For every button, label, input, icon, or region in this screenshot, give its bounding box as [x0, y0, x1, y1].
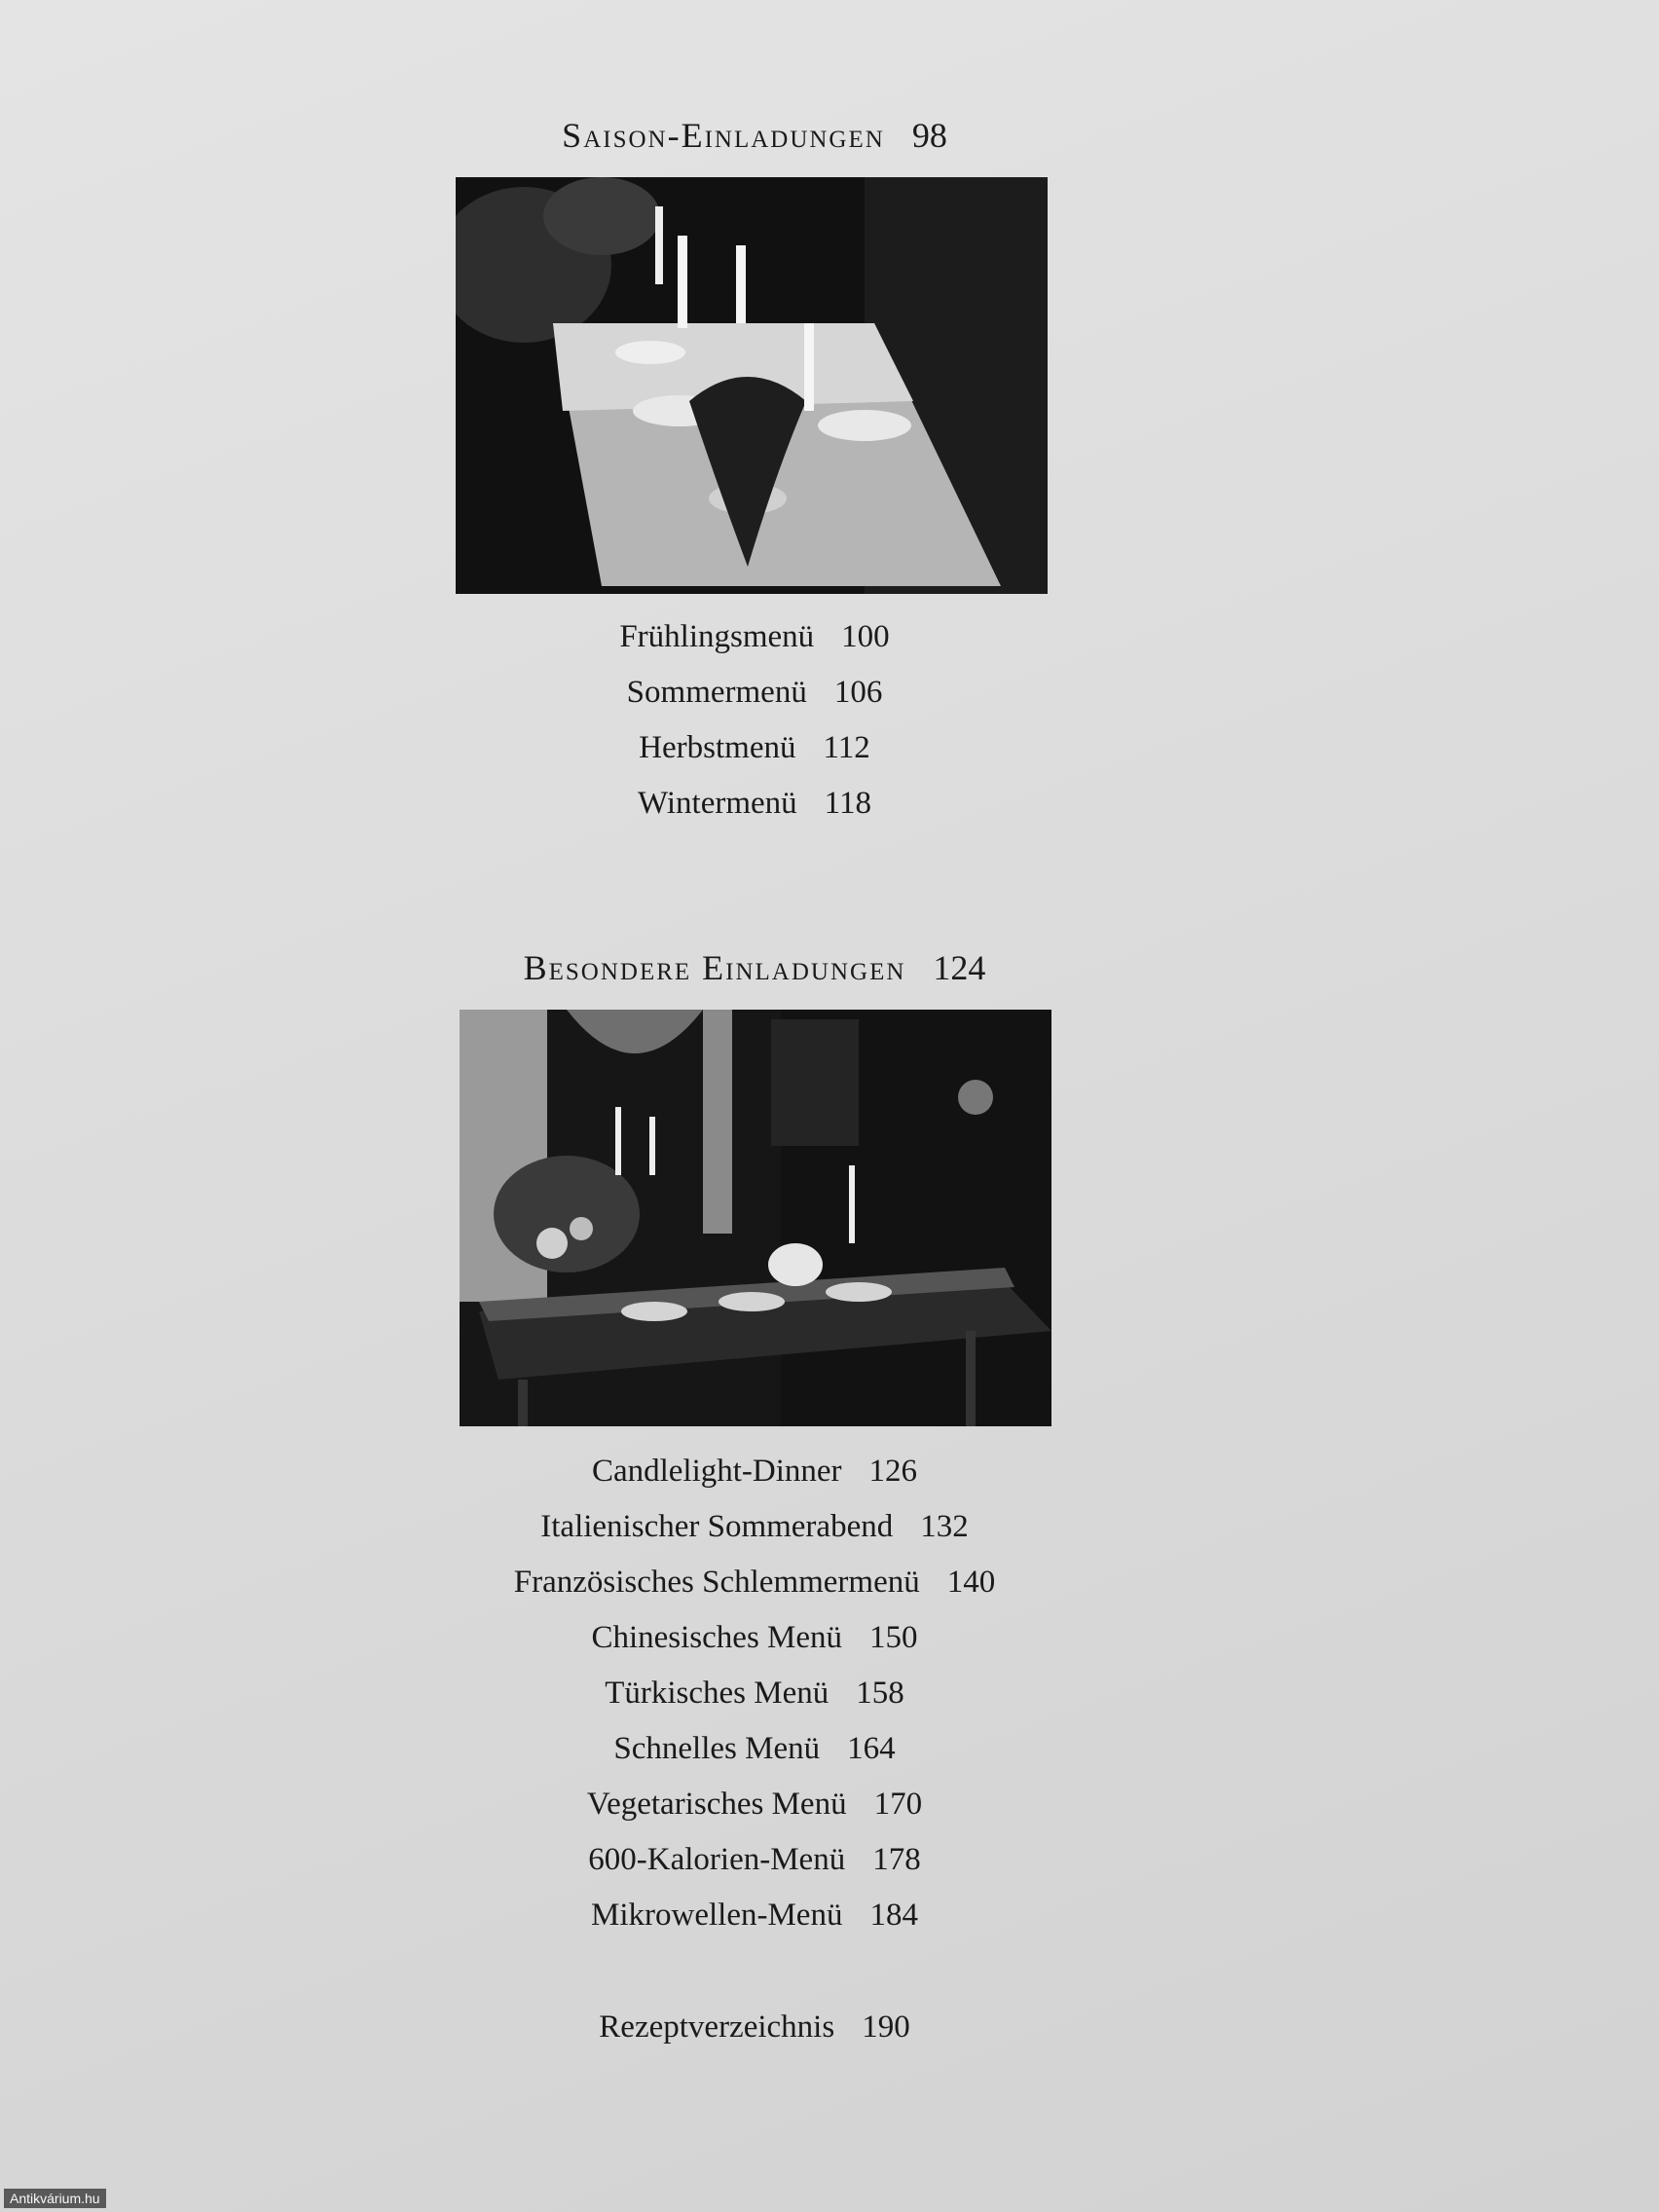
watermark: Antikvárium.hu — [4, 2189, 106, 2208]
section-page-number: 124 — [933, 948, 986, 987]
entry-label: Sommermenü — [626, 675, 807, 710]
entry-label: Herbstmenü — [639, 730, 796, 765]
entry-page-number: 178 — [872, 1842, 921, 1877]
entry-page-number: 164 — [847, 1731, 896, 1766]
section-page-number: 98 — [911, 116, 947, 155]
entry-page-number: 118 — [824, 786, 871, 821]
entry-label: Vegetarisches Menü — [586, 1787, 847, 1822]
toc-entry — [0, 1555, 1509, 1610]
entry-label: 600-Kalorien-Menü — [588, 1842, 846, 1877]
recipe-index-entry — [0, 2000, 1509, 2055]
entry-page-number: 126 — [868, 1454, 918, 1489]
entry-label: Französisches Schlemmermenü — [513, 1565, 920, 1600]
entry-label: Candlelight-Dinner — [591, 1454, 842, 1489]
special-dining-room-photo — [460, 1010, 1051, 1426]
entry-page-number: 132 — [920, 1509, 969, 1544]
special-menu-list — [0, 1444, 1509, 1943]
toc-entry — [0, 1610, 1509, 1666]
entry-page-number: 100 — [841, 619, 890, 654]
toc-entry — [0, 609, 1509, 665]
toc-entry — [0, 1832, 1509, 1888]
toc-entry — [0, 1499, 1509, 1555]
toc-entry — [0, 2000, 1509, 2055]
entry-page-number: 184 — [869, 1898, 918, 1933]
entry-label: Frühlingsmenü — [619, 619, 815, 654]
section-heading-seasonal — [0, 115, 1509, 156]
section-heading-special — [0, 947, 1509, 988]
entry-page-number: 106 — [833, 675, 883, 710]
entry-label: Wintermenü — [638, 786, 797, 821]
entry-page-number: 190 — [862, 2009, 910, 2045]
entry-page-number: 112 — [823, 730, 870, 765]
toc-entry — [0, 1444, 1509, 1499]
entry-page-number: 170 — [873, 1787, 923, 1822]
entry-label: Türkisches Menü — [605, 1676, 830, 1711]
toc-entry — [0, 776, 1509, 831]
toc-entry — [0, 1666, 1509, 1721]
entry-label: Rezeptverzeichnis — [599, 2009, 835, 2045]
entry-label: Chinesisches Menü — [591, 1620, 843, 1655]
toc-entry — [0, 1721, 1509, 1777]
entry-label: Italienischer Sommerabend — [540, 1509, 894, 1544]
entry-page-number: 140 — [946, 1565, 996, 1600]
toc-entry — [0, 720, 1509, 776]
entry-page-number: 158 — [856, 1676, 904, 1711]
entry-page-number: 150 — [869, 1620, 918, 1655]
toc-entry — [0, 1777, 1509, 1832]
section-title: Saison-Einladungen — [562, 116, 885, 155]
toc-entry — [0, 1888, 1509, 1943]
entry-label: Mikrowellen-Menü — [591, 1898, 843, 1933]
seasonal-menu-list — [0, 609, 1509, 831]
seasonal-table-photo — [456, 177, 1048, 594]
entry-label: Schnelles Menü — [613, 1731, 821, 1766]
toc-entry — [0, 665, 1509, 720]
section-title: Besondere Einladungen — [523, 948, 906, 987]
